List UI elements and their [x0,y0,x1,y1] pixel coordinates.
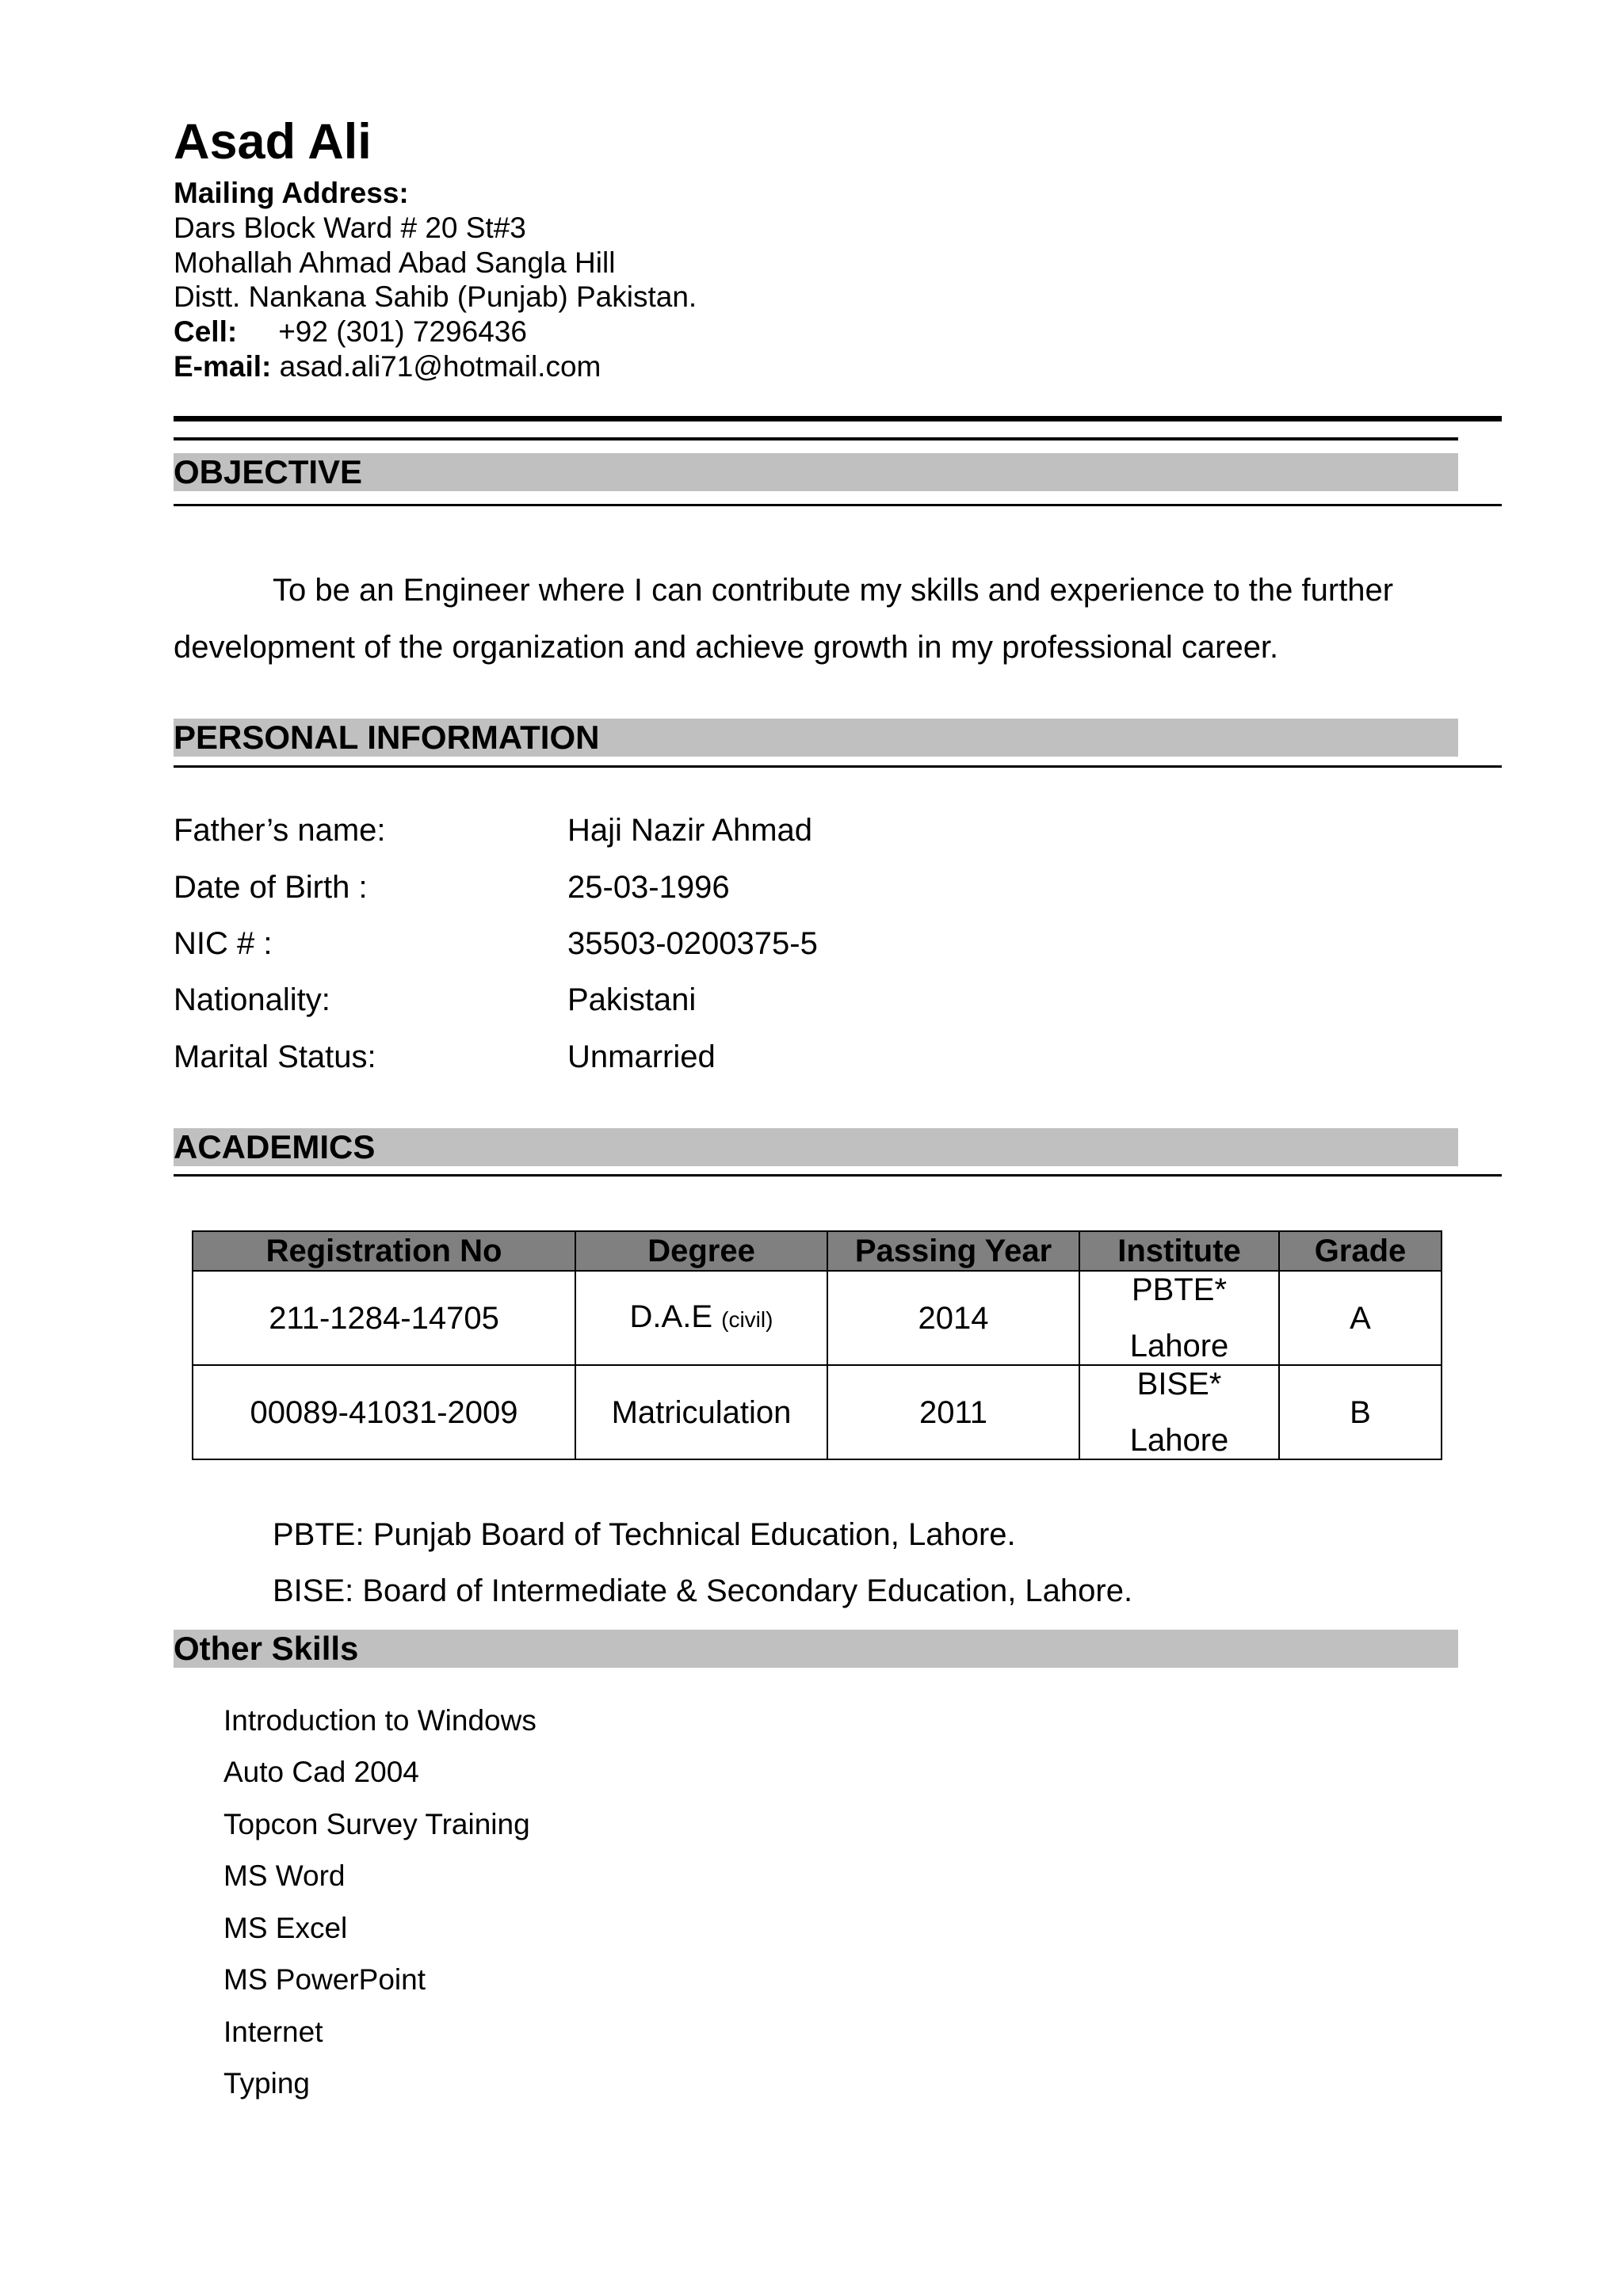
institute-name: PBTE* [1131,1272,1228,1307]
cell-line [174,315,527,349]
institute-city: Lahore [1129,1423,1229,1458]
passing-year-cell: 2011 [827,1365,1079,1459]
degree-cell [575,1271,827,1365]
institute-city: Lahore [1129,1329,1229,1363]
degree-name: Matriculation [611,1394,792,1430]
marital-status-label: Marital Status: [174,1039,376,1074]
institute-cell [1079,1365,1279,1459]
skill-item: Topcon Survey Training [223,1808,530,1840]
passing-year-cell: 2014 [827,1271,1079,1365]
table-row [193,1365,1442,1459]
degree-cell [575,1365,827,1459]
registration-cell: 00089-41031-2009 [193,1365,575,1459]
cell-number: +92 (301) 7296436 [278,315,527,348]
bise-footnote: BISE: Board of Intermediate & Secondary Education, Lahore. [273,1573,1133,1608]
skill-item: Introduction to Windows [223,1704,537,1737]
email-label: E-mail: [174,350,272,383]
col-header-registration: Registration No [193,1231,575,1271]
header-divider-thick [174,416,1502,421]
institute-cell [1079,1271,1279,1365]
col-header-degree: Degree [575,1231,827,1271]
address-line-2: Mohallah Ahmad Abad Sangla Hill [174,246,616,279]
address-line-1: Dars Block Ward # 20 St#3 [174,212,526,244]
skill-item: Typing [223,2067,311,2100]
cell-label: Cell: [174,315,238,348]
personal-info-heading: PERSONAL INFORMATION [174,719,600,756]
nic-label: NIC # : [174,926,273,961]
academics-underline [174,1174,1502,1177]
candidate-name: Asad Ali [174,114,372,170]
objective-heading: OBJECTIVE [174,453,363,490]
degree-note: (civil) [721,1306,773,1332]
skill-item: MS PowerPoint [223,1963,426,1996]
pbte-footnote: PBTE: Punjab Board of Technical Education, Lahore. [273,1517,1016,1552]
objective-bar [174,453,1458,491]
father-name-label: Father’s name: [174,813,386,848]
father-name-value: Haji Nazir Ahmad [567,813,813,848]
degree-name: D.A.E [629,1299,713,1334]
skill-item: MS Excel [223,1912,348,1944]
objective-line-1: To be an Engineer where I can contribute my skills and experience to the further [273,573,1394,608]
col-header-institute: Institute [1079,1231,1279,1271]
objective-line-2: development of the organization and achieve growth in my professional career. [174,630,1279,665]
academics-heading: ACADEMICS [174,1128,376,1165]
nationality-value: Pakistani [567,982,697,1017]
skill-item: MS Word [223,1859,346,1892]
table-row [193,1271,1442,1365]
registration-cell: 211-1284-14705 [193,1271,575,1365]
skills-heading: Other Skills [174,1630,359,1667]
mailing-address-label: Mailing Address: [174,177,409,209]
dob-label: Date of Birth : [174,870,368,905]
nic-value: 35503-0200375-5 [567,926,818,961]
skill-item: Internet [223,2016,323,2048]
email-line [174,349,601,384]
grade-cell: A [1279,1271,1442,1365]
marital-status-value: Unmarried [567,1039,716,1074]
header-divider-thin [174,437,1458,441]
objective-underline [174,504,1502,506]
address-line-3: Distt. Nankana Sahib (Punjab) Pakistan. [174,280,697,313]
col-header-passing-year: Passing Year [827,1231,1079,1271]
col-header-grade: Grade [1279,1231,1442,1271]
institute-name: BISE* [1136,1367,1222,1402]
table-header-row [193,1231,1442,1271]
skill-item: Auto Cad 2004 [223,1756,419,1788]
academics-table [192,1230,1442,1460]
skills-bar [174,1630,1458,1668]
grade-cell: B [1279,1365,1442,1459]
personal-info-underline [174,765,1502,768]
dob-value: 25-03-1996 [567,870,730,905]
nationality-label: Nationality: [174,982,330,1017]
email-address: asad.ali71@hotmail.com [279,350,601,383]
